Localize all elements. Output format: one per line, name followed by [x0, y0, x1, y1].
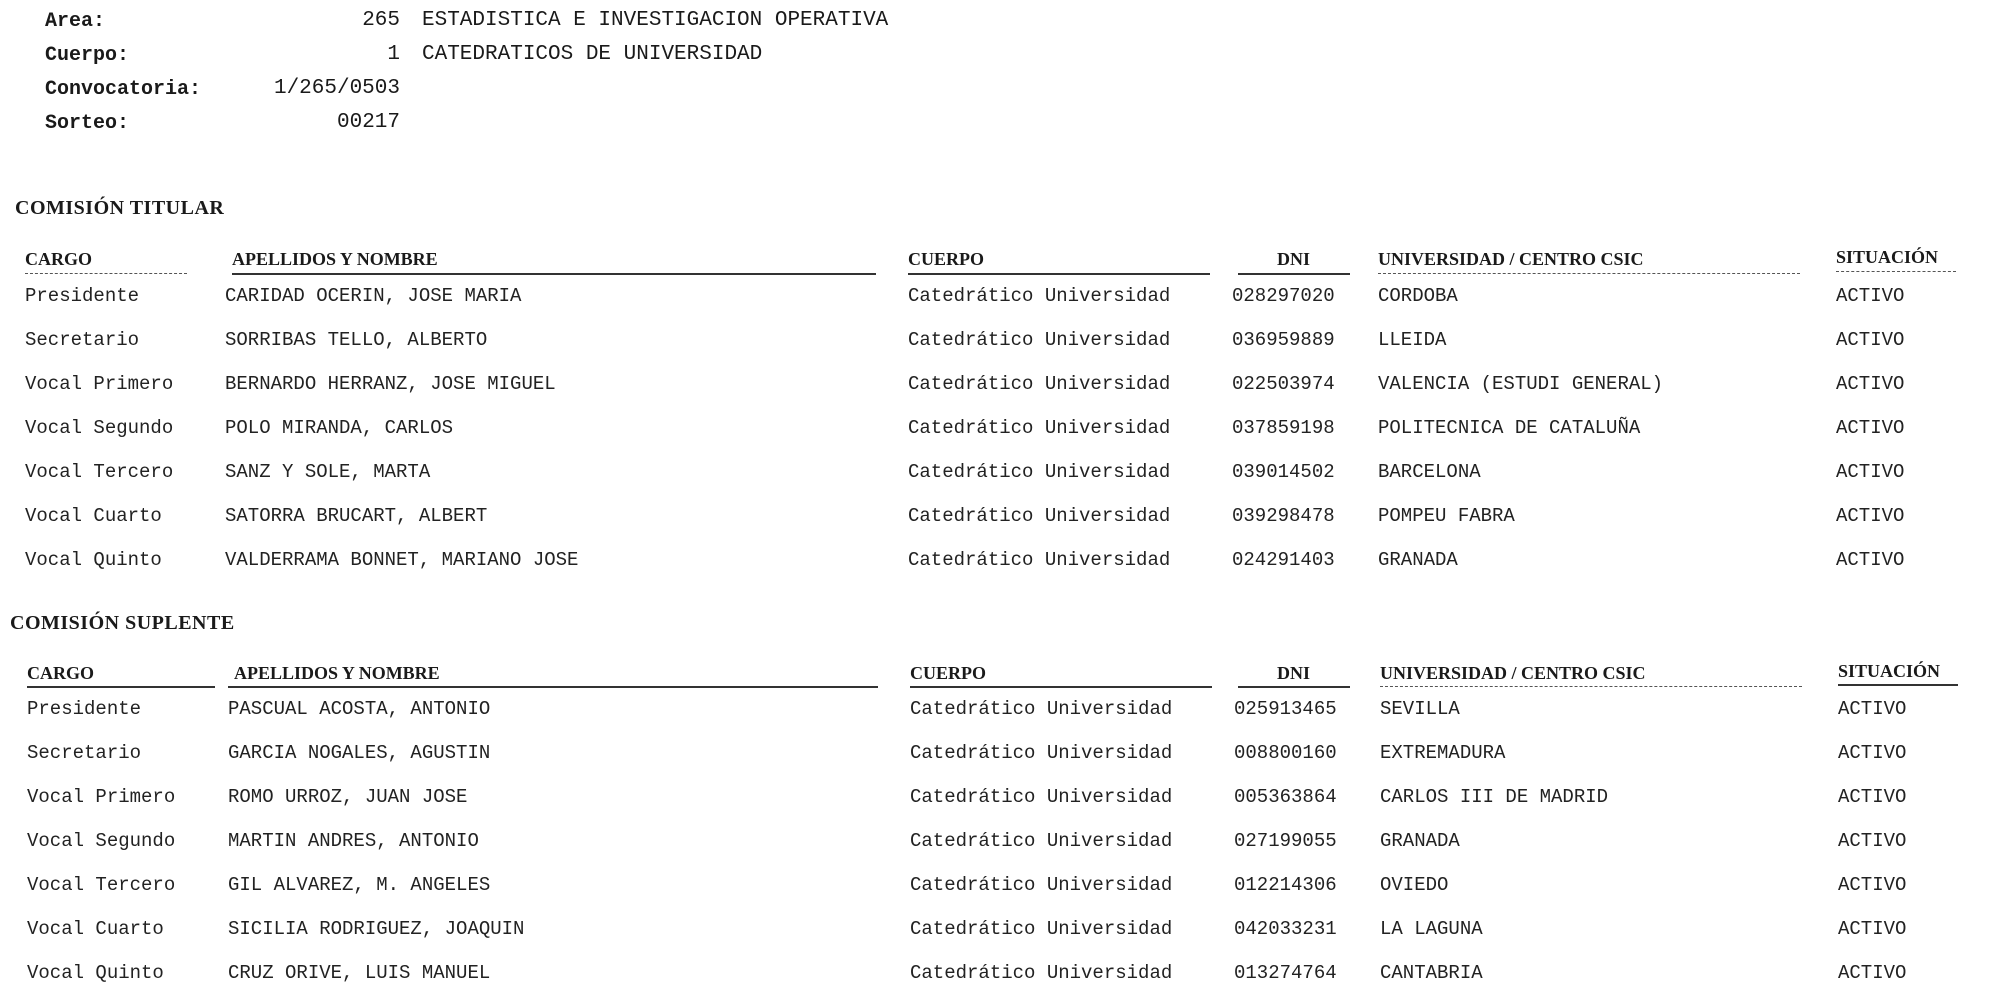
cell-dni: 027199055 [1234, 830, 1337, 852]
cell-cuerpo: Catedrático Universidad [908, 417, 1171, 439]
divider [1378, 273, 1800, 274]
cell-cuerpo: Catedrático Universidad [908, 373, 1171, 395]
cell-situacion: ACTIVO [1836, 505, 1905, 527]
cell-dni: 036959889 [1232, 329, 1335, 351]
col-header-nombre: APELLIDOS Y NOMBRE [234, 663, 440, 683]
cell-cuerpo: Catedrático Universidad [910, 742, 1173, 764]
cell-cuerpo: Catedrático Universidad [910, 786, 1173, 808]
cell-universidad: CARLOS III DE MADRID [1380, 786, 1609, 808]
divider [1836, 271, 1956, 272]
cell-universidad: GRANADA [1378, 549, 1458, 571]
cell-cargo: Vocal Quinto [25, 549, 162, 571]
col-header-situacion: SITUACIÓN [1836, 247, 1939, 267]
col-header-universidad: UNIVERSIDAD / CENTRO CSIC [1378, 249, 1644, 269]
col-header-cargo: CARGO [25, 249, 92, 269]
cell-cargo: Vocal Quinto [27, 962, 164, 984]
cell-universidad: POMPEU FABRA [1378, 505, 1515, 527]
cell-situacion: ACTIVO [1838, 698, 1907, 720]
cell-cargo: Presidente [27, 698, 142, 720]
col-header-dni: DNI [1277, 663, 1311, 683]
area-desc: ESTADISTICA E INVESTIGACION OPERATIVA [422, 9, 889, 32]
cell-nombre: PASCUAL ACOSTA, ANTONIO [228, 698, 491, 720]
divider [1380, 686, 1802, 687]
divider [27, 686, 215, 688]
col-header-universidad: UNIVERSIDAD / CENTRO CSIC [1380, 663, 1646, 683]
sorteo-label: Sorteo: [45, 112, 130, 135]
convocatoria-label: Convocatoria: [45, 78, 202, 101]
cell-situacion: ACTIVO [1838, 874, 1907, 896]
convocatoria-code: 1/265/0503 [273, 77, 400, 100]
cell-cargo: Vocal Primero [27, 786, 176, 808]
cell-nombre: VALDERRAMA BONNET, MARIANO JOSE [225, 549, 579, 571]
area-label: Area: [45, 10, 106, 33]
cell-cuerpo: Catedrático Universidad [908, 505, 1171, 527]
cuerpo-label: Cuerpo: [45, 44, 130, 67]
cell-universidad: GRANADA [1380, 830, 1460, 852]
cell-nombre: MARTIN ANDRES, ANTONIO [228, 830, 479, 852]
section-title-titular: COMISIÓN TITULAR [15, 197, 225, 219]
cell-situacion: ACTIVO [1836, 461, 1905, 483]
cell-dni: 025913465 [1234, 698, 1337, 720]
divider [1838, 684, 1958, 686]
cell-nombre: GARCIA NOGALES, AGUSTIN [228, 742, 491, 764]
section-title-suplente: COMISIÓN SUPLENTE [10, 612, 235, 634]
cell-cuerpo: Catedrático Universidad [908, 285, 1171, 307]
cell-universidad: EXTREMADURA [1380, 742, 1506, 764]
cell-situacion: ACTIVO [1838, 786, 1907, 808]
cell-nombre: SATORRA BRUCART, ALBERT [225, 505, 488, 527]
cell-nombre: SICILIA RODRIGUEZ, JOAQUIN [228, 918, 525, 940]
cell-universidad: LA LAGUNA [1380, 918, 1483, 940]
cell-situacion: ACTIVO [1838, 962, 1907, 984]
cell-dni: 022503974 [1232, 373, 1335, 395]
col-header-nombre: APELLIDOS Y NOMBRE [232, 249, 438, 269]
cell-cargo: Vocal Cuarto [27, 918, 164, 940]
col-header-situacion: SITUACIÓN [1838, 661, 1941, 681]
cell-cuerpo: Catedrático Universidad [910, 962, 1173, 984]
cell-cargo: Vocal Primero [25, 373, 174, 395]
cell-dni: 028297020 [1232, 285, 1335, 307]
cell-cuerpo: Catedrático Universidad [910, 830, 1173, 852]
cuerpo-desc: CATEDRATICOS DE UNIVERSIDAD [422, 43, 763, 66]
cell-nombre: POLO MIRANDA, CARLOS [225, 417, 454, 439]
cell-situacion: ACTIVO [1836, 549, 1905, 571]
cell-dni: 024291403 [1232, 549, 1335, 571]
divider [1238, 273, 1350, 275]
cell-cuerpo: Catedrático Universidad [910, 874, 1173, 896]
cell-universidad: LLEIDA [1378, 329, 1447, 351]
cell-cuerpo: Catedrático Universidad [910, 918, 1173, 940]
cell-dni: 039014502 [1232, 461, 1335, 483]
cell-dni: 008800160 [1234, 742, 1337, 764]
divider [910, 686, 1212, 688]
divider [25, 273, 187, 274]
cell-nombre: ROMO URROZ, JUAN JOSE [228, 786, 468, 808]
divider [908, 273, 1210, 275]
cell-situacion: ACTIVO [1836, 329, 1905, 351]
cuerpo-code: 1 [387, 43, 400, 66]
cell-cuerpo: Catedrático Universidad [908, 461, 1171, 483]
cell-cargo: Vocal Cuarto [25, 505, 162, 527]
col-header-cargo: CARGO [27, 663, 94, 683]
cell-cargo: Vocal Segundo [27, 830, 176, 852]
col-header-dni: DNI [1277, 249, 1311, 269]
cell-cargo: Vocal Tercero [25, 461, 174, 483]
col-header-cuerpo: CUERPO [910, 663, 986, 683]
cell-universidad: CANTABRIA [1380, 962, 1483, 984]
cell-situacion: ACTIVO [1836, 373, 1905, 395]
sorteo-code: 00217 [336, 111, 400, 134]
cell-dni: 042033231 [1234, 918, 1337, 940]
cell-universidad: SEVILLA [1380, 698, 1460, 720]
cell-nombre: CARIDAD OCERIN, JOSE MARIA [225, 285, 522, 307]
cell-universidad: BARCELONA [1378, 461, 1481, 483]
cell-dni: 005363864 [1234, 786, 1337, 808]
cell-nombre: CRUZ ORIVE, LUIS MANUEL [228, 962, 491, 984]
cell-situacion: ACTIVO [1838, 742, 1907, 764]
cell-dni: 013274764 [1234, 962, 1337, 984]
cell-situacion: ACTIVO [1838, 918, 1907, 940]
cell-situacion: ACTIVO [1836, 417, 1905, 439]
cell-cuerpo: Catedrático Universidad [908, 549, 1171, 571]
cell-nombre: GIL ALVAREZ, M. ANGELES [228, 874, 491, 896]
cell-universidad: VALENCIA (ESTUDI GENERAL) [1378, 373, 1664, 395]
cell-dni: 039298478 [1232, 505, 1335, 527]
cell-nombre: BERNARDO HERRANZ, JOSE MIGUEL [225, 373, 556, 395]
cell-situacion: ACTIVO [1836, 285, 1905, 307]
cell-cargo: Presidente [25, 285, 140, 307]
col-header-cuerpo: CUERPO [908, 249, 984, 269]
cell-universidad: OVIEDO [1380, 874, 1449, 896]
divider [1238, 686, 1350, 688]
cell-cargo: Secretario [27, 742, 142, 764]
cell-cuerpo: Catedrático Universidad [910, 698, 1173, 720]
cell-cargo: Vocal Tercero [27, 874, 176, 896]
area-code: 265 [362, 9, 400, 32]
cell-universidad: CORDOBA [1378, 285, 1458, 307]
cell-nombre: SANZ Y SOLE, MARTA [225, 461, 431, 483]
divider [228, 686, 878, 688]
cell-dni: 037859198 [1232, 417, 1335, 439]
cell-universidad: POLITECNICA DE CATALUÑA [1378, 417, 1641, 439]
cell-nombre: SORRIBAS TELLO, ALBERTO [225, 329, 488, 351]
cell-cuerpo: Catedrático Universidad [908, 329, 1171, 351]
cell-cargo: Vocal Segundo [25, 417, 174, 439]
divider [232, 273, 876, 275]
cell-situacion: ACTIVO [1838, 830, 1907, 852]
cell-cargo: Secretario [25, 329, 140, 351]
cell-dni: 012214306 [1234, 874, 1337, 896]
